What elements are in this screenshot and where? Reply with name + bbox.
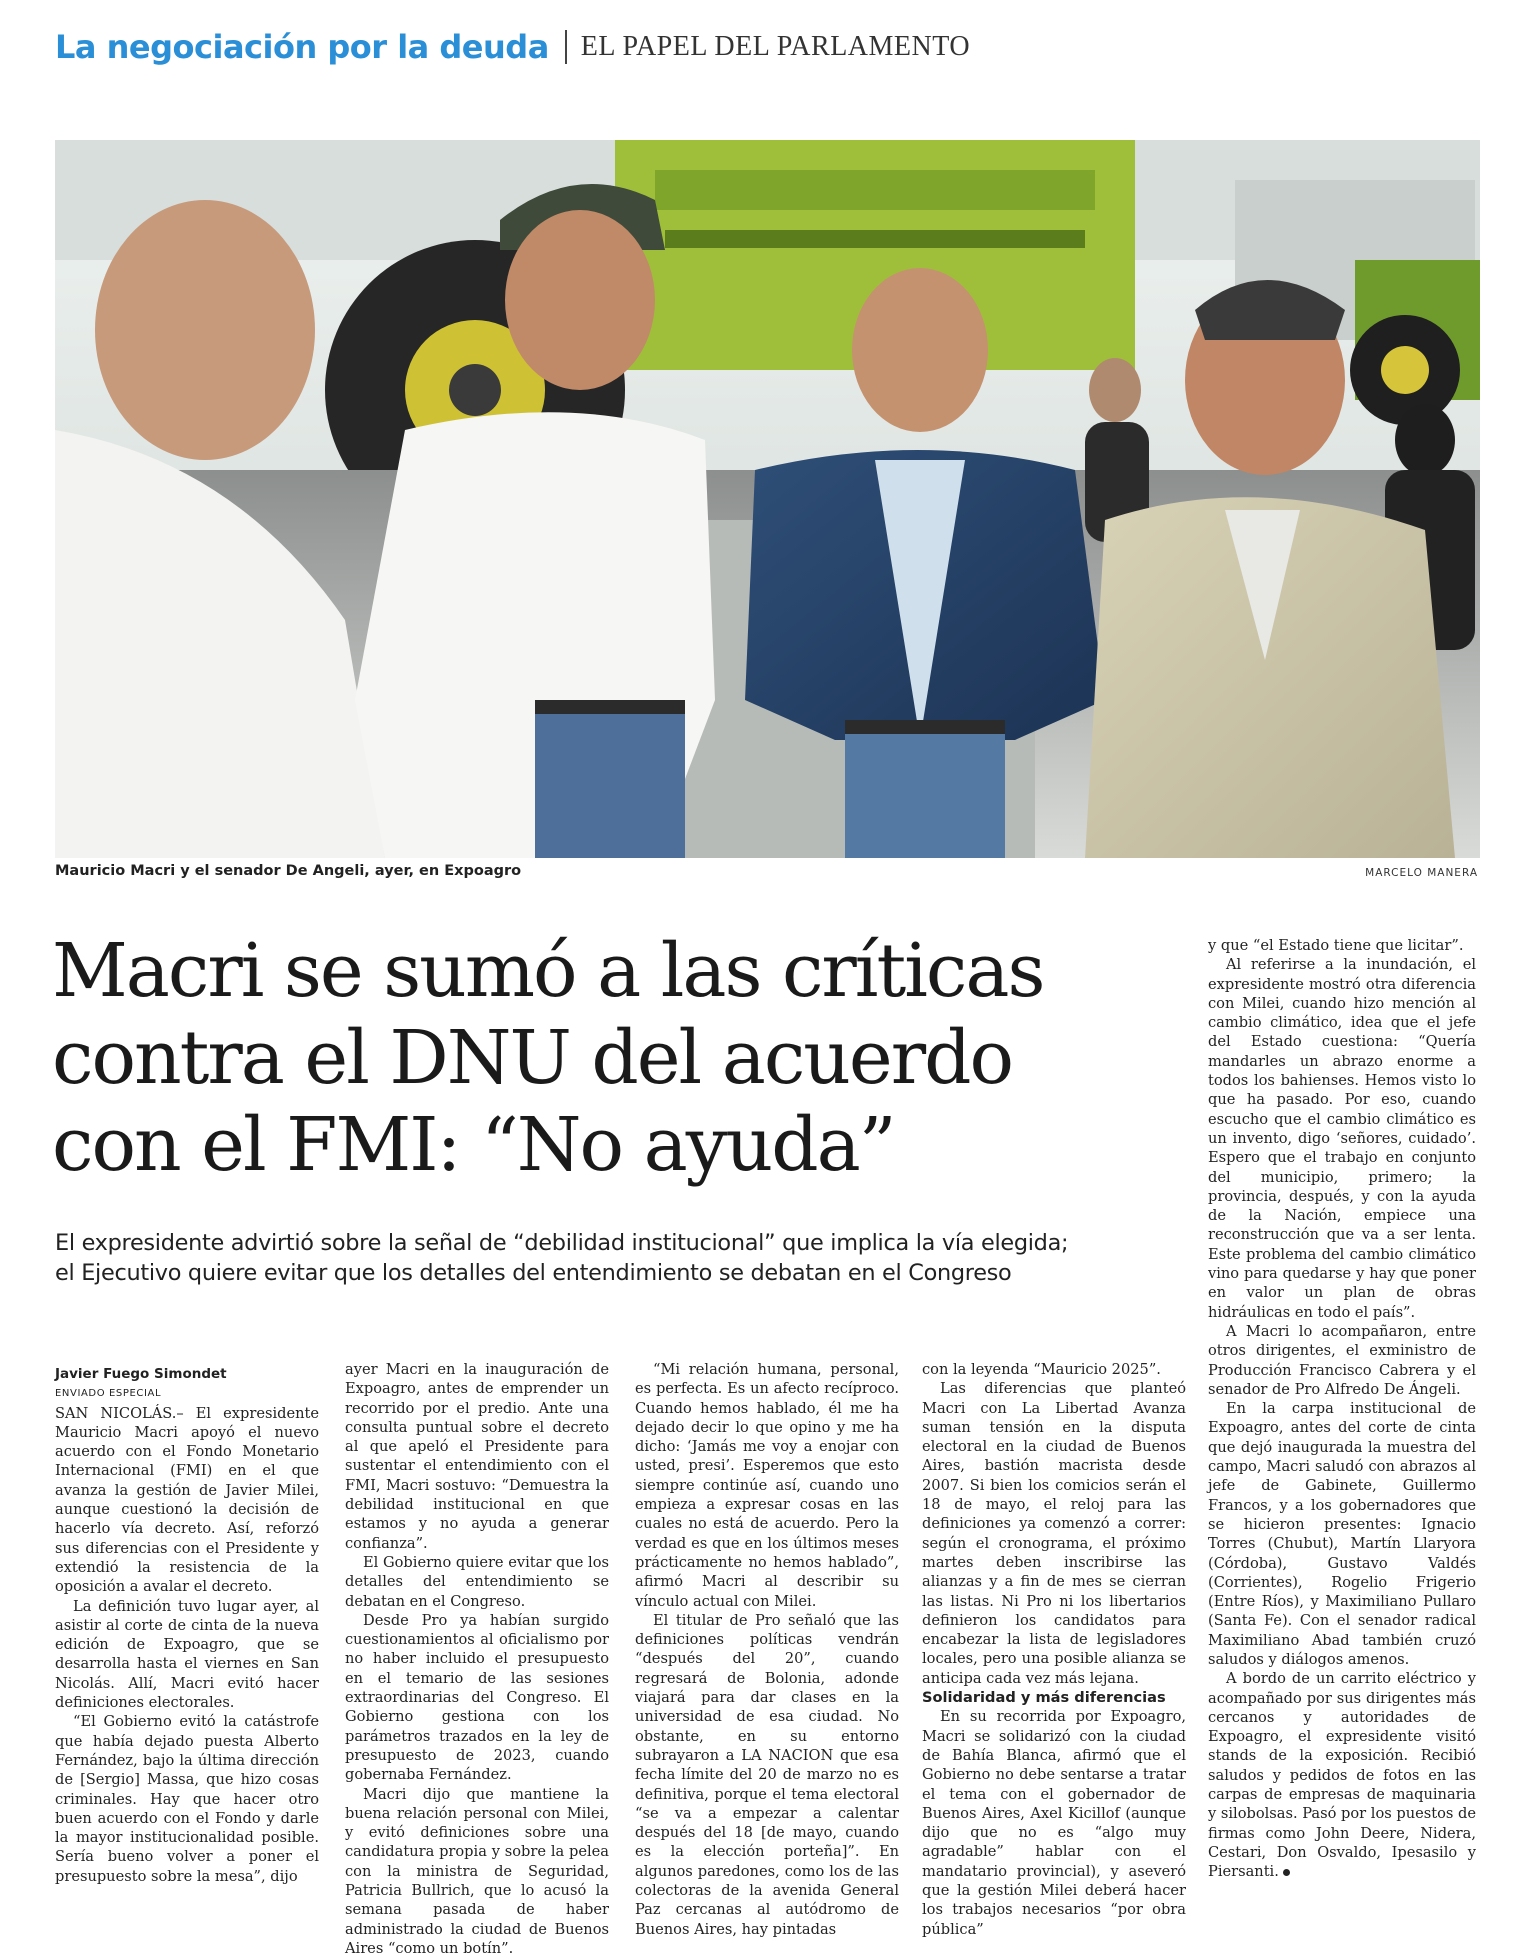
paragraph: El Gobierno quiere evitar que los detalles del entendimiento se debatan en el Congreso. bbox=[345, 1553, 609, 1610]
deck-line: El expresidente advirtió sobre la señal de “debilidad institucional” que implica la vía elegida; bbox=[55, 1230, 1069, 1256]
paragraph: Al referirse a la inundación, el expresidente mostró otra diferencia con Milei, cuando hizo mención al cambio climático, idea que el jefe del Estado cuestiona: “Quería mandarles un abrazo enorme a todos los bahienses. Hemos visto lo que ha pasado. Por eso, cuando escucho que el cambio climático es un invento, digo ‘señores, cuidado’. Espero que el trabajo en conjunto del municipio, primero; la provincia, después, y con la ayuda de la Nación, empiece una reconstrucción que va a ser lenta. Este problema del cambio climático vino para quedarse y hay que poner en valor un plan de obras hidráulicas en todo el país”. bbox=[1208, 956, 1476, 1321]
section-header bbox=[55, 28, 970, 66]
paragraph: Las diferencias que planteó Macri con La Libertad Avanza suman tensión en la disputa electoral en la ciudad de Buenos Aires, bastión macrista desde 2007. Si bien los comicios serán el 18 de mayo, el reloj para las definiciones ya comenzó a correr: según el cronograma, el próximo martes deben inscribirse las alianzas y a fin de mes se cierran las listas. Ni Pro ni los libertarios definieron los candidatos para encabezar la lista de legisladores locales, pero una posible alianza se anticipa cada vez más lejana. bbox=[922, 1380, 1186, 1687]
main-photo bbox=[55, 140, 1480, 858]
deck-line: el Ejecutivo quiere evitar que los detalles del entendimiento se debatan en el Congreso bbox=[55, 1260, 1012, 1286]
paragraph bbox=[1208, 1669, 1476, 1881]
headline bbox=[52, 928, 1172, 1189]
deck-subheadline bbox=[55, 1228, 1175, 1288]
paragraph: En su recorrida por Expoagro, Macri se solidarizó con la ciudad de Bahía Blanca, afirmó que el Gobierno no debe sentarse a tratar el tema con el gobernador de Buenos Aires, Axel Kicillof (aunque dijo que no es “algo muy agradable” hablar con el mandatario provincial), y aseveró que la gestión Milei deberá hacer los trabajos necesarios “por obra pública” bbox=[922, 1708, 1186, 1938]
headline-line: Macri se sumó a las críticas bbox=[52, 928, 1044, 1014]
paragraph-text: A bordo de un carrito eléctrico y acompañado por sus dirigentes más cercanos y autoridades de Expoagro, el expresidente visitó stands de la exposición. Recibió saludos y pedidos de fotos en las carpas de empresas de maquinaria y silobolsas. Pasó por los puestos de firmas como John Deere, Nidera, Cestari, Don Osvaldo, Ipesasilo y Piersanti. bbox=[1208, 1670, 1476, 1881]
paragraph: ayer Macri en la inauguración de Expoagro, antes de emprender un recorrido por el predio. Ante una consulta puntual sobre el decreto al que apeló el Presidente para sustentar el entendimiento con el FMI, Macri sostuvo: “Demuestra la debilidad institucional en que estamos y no ayuda a generar confianza”. bbox=[345, 1361, 609, 1552]
paragraph: A Macri lo acompañaron, entre otros dirigentes, el exministro de Producción Francisco Cabrera y el senador de Pro Alfredo De Ángeli. bbox=[1208, 1322, 1476, 1398]
section-divider bbox=[565, 30, 567, 64]
photo-caption: Mauricio Macri y el senador De Angeli, ayer, en Expoagro bbox=[55, 863, 522, 879]
end-of-article-icon bbox=[1283, 1869, 1290, 1876]
headline-line: con el FMI: “No ayuda” bbox=[52, 1102, 895, 1188]
byline-author: Javier Fuego Simondet bbox=[55, 1366, 227, 1382]
paragraph: y que “el Estado tiene que licitar”. bbox=[1208, 937, 1464, 954]
headline-line: contra el DNU del acuerdo bbox=[52, 1015, 1013, 1101]
paragraph: La definición tuvo lugar ayer, al asistir al corte de cinta de la nueva edición de Expoagro, que se desarrolla hasta el viernes en San Nicolás. Allí, Macri evitó hacer definiciones electorales. bbox=[55, 1597, 319, 1712]
paragraph: SAN NICOLÁS.– El expresidente Mauricio Macri apoyó el nuevo acuerdo con el Fondo Monetario Internacional (FMI) en el que avanza la gestión de Javier Milei, aunque cuestionó la decisión de hacerlo vía decreto. Así, reforzó sus diferencias con el Presidente y extendió la resistencia de la oposición a avalar el decreto. bbox=[55, 1404, 319, 1596]
article-column-4 bbox=[922, 1360, 1186, 1940]
paragraph: Macri dijo que mantiene la buena relación personal con Milei, y evitó definiciones sobre una candidatura propia y sobre la pelea con la ministra de Seguridad, Patricia Bullrich, que lo acusó la semana pasada de haber administrado la ciudad de Buenos Aires “como un botín”. bbox=[345, 1785, 609, 1957]
paragraph: “El Gobierno evitó la catástrofe que había dejado puesta Alberto Fernández, bajo la última dirección de [Sergio] Massa, que hizo cosas criminales. Hay que hacer otro buen acuerdo con el Fondo y darle la mayor institucionalidad posible. Sería bueno volver a poner el presupuesto sobre la mesa”, dijo bbox=[55, 1713, 319, 1885]
section-title: La negociación por la deuda bbox=[55, 28, 549, 66]
article-column-3 bbox=[635, 1360, 899, 1940]
paragraph: con la leyenda “Mauricio 2025”. bbox=[922, 1361, 1161, 1378]
article-column-5 bbox=[1208, 936, 1476, 1940]
paragraph: “Mi relación humana, personal, es perfecta. Es un afecto recíproco. Cuando hemos hablado, él me ha dejado decir lo que opino y me ha dicho: ‘Jamás me voy a enojar con usted, presi’. Esperemos que esto siempre continúe así, cuando uno empieza a expresar cosas en las cuales no está de acuerdo. Pero la verdad es que en los últimos meses prácticamente no hemos hablado”, afirmó Macri al describir su vínculo actual con Milei. bbox=[635, 1361, 899, 1610]
article-column-1 bbox=[55, 1365, 319, 1940]
byline-role: ENVIADO ESPECIAL bbox=[55, 1388, 162, 1400]
article-subhead: Solidaridad y más diferencias bbox=[922, 1689, 1166, 1707]
paragraph: Desde Pro ya habían surgido cuestionamientos al oficialismo por no haber incluido el presupuesto en el temario de las sesiones extraordinarias del Congreso. El Gobierno gestiona con los parámetros trazados en la ley de presupuesto de 2023, cuando gobernaba Fernández. bbox=[345, 1611, 609, 1784]
photo-credit: MARCELO MANERA bbox=[1365, 867, 1478, 879]
paragraph: En la carpa institucional de Expoagro, antes del corte de cinta que dejó inaugurada la muestra del campo, Macri saludó con abrazos al jefe de Gabinete, Guillermo Francos, y a los gobernadores que se hicieron presentes: Ignacio Torres (Chubut), Martín Llaryora (Córdoba), Gustavo Valdés (Corrientes), Rogelio Frigerio (Entre Ríos), y Maximiliano Pullaro (Santa Fe). Con el senador radical Maximiliano Abad también cruzó saludos y diálogos amenos. bbox=[1208, 1400, 1476, 1668]
article-column-2 bbox=[345, 1360, 609, 1957]
paragraph: El titular de Pro señaló que las definiciones políticas vendrán “después del 20”, cuando regresará de Bolonia, adonde viajará para dar clases en la universidad de esa ciudad. No obstante, en su entorno subrayaron a LA NACION que esa fecha límite del 20 de marzo no es definitiva, porque el tema electoral “se va a empezar a calentar después del 18 [de mayo, cuando es la elección porteña]”. En algunos paredones, como los de las colectoras de la avenida General Paz cercanas al autódromo de Buenos Aires, hay pintadas bbox=[635, 1611, 899, 1938]
section-subtitle: EL PAPEL DEL PARLAMENTO bbox=[580, 31, 971, 62]
